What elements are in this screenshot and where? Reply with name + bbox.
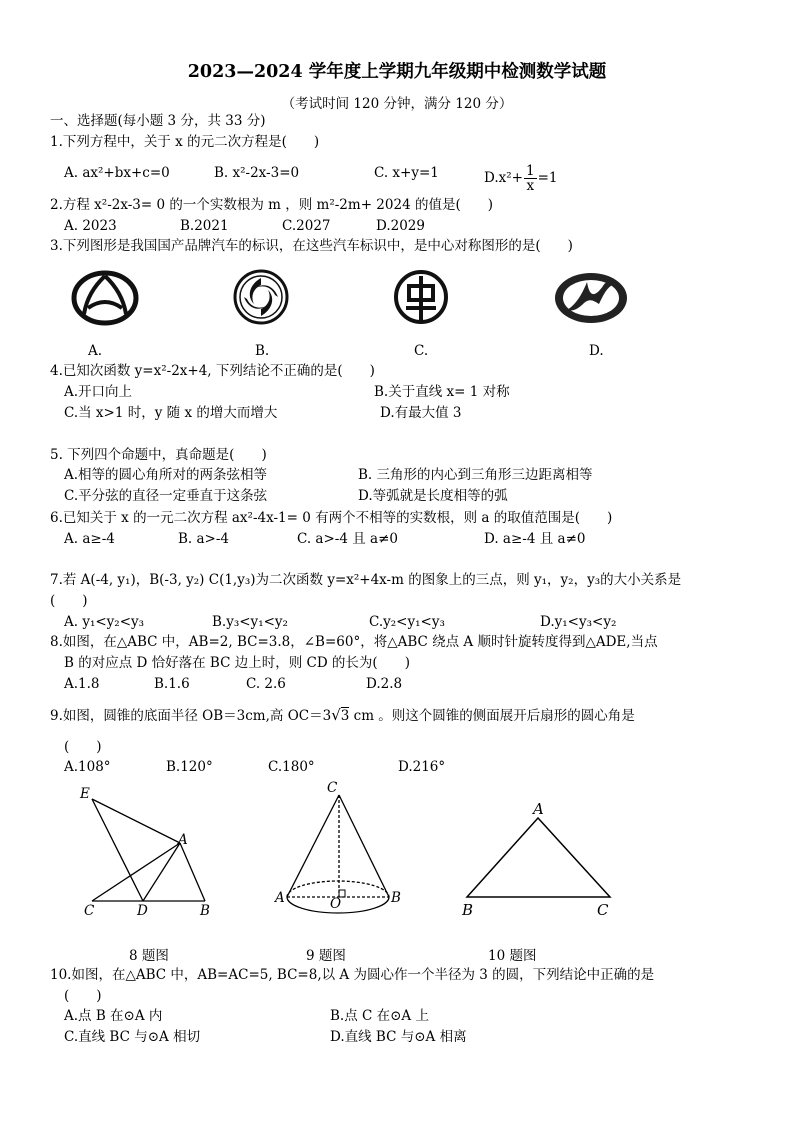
q3-option-b: B. [255,343,270,359]
q8-stem-line2: B 的对应点 D 恰好落在 BC 边上时，则 CD 的长为( ) [64,655,410,671]
sqrt-symbol: √ [331,706,341,724]
q2-option-d: D.2029 [376,218,425,234]
fig8-label-d: D [137,903,148,919]
fig8-label-b: B [200,903,210,919]
q1-d-prefix: D.x²+ [484,170,523,186]
q3-option-d: D. [589,343,604,359]
q6-stem: 6.已知关于 x 的一元二次方程 ax²-4x-1= 0 有两个不相等的实数根，则 a 的取值范围是( ) [50,510,613,526]
fig8-label-e: E [80,786,90,802]
fig8-label-a: A [178,832,188,848]
q9-stem-post: cm 。则这个圆锥的侧面展开后扇形的圆心角是 [349,708,635,724]
fig9-label-c: C [327,780,338,796]
fig8-label-c: C [84,903,95,919]
section-heading: 一、选择题(每小题 3 分，共 33 分) [50,113,266,129]
q10-option-c: C.直线 BC 与⊙A 相切 [64,1029,201,1045]
q8-stem-line1: 8.如图，在△ABC 中，AB=2, BC=3.8，∠B=60°，将△ABC 绕点 A 顺时针旋转度得到△ADE,当点 [50,634,658,650]
q1-stem: 1.下列方程中，关于 x 的元二次方程是( ) [50,134,320,150]
q1-option-b: B. x²-2x-3=0 [214,165,300,181]
q5-option-b: B. 三角形的内心到三角形三边距离相等 [358,467,593,483]
page-title: 2023—2024 学年度上学期九年级期中检测数学试题 [187,62,607,82]
q6-option-b: B. a>-4 [178,531,230,547]
figure-10-caption: 10 题图 [488,948,537,964]
fig10-label-a: A [533,800,544,818]
q4-option-c: C.当 x>1 时，y 随 x 的增大而增大 [64,405,278,421]
q3-option-a: A. [88,343,103,359]
q9-stem-pre: 9.如图，圆锥的底面半径 OB＝3cm,高 OC＝3 [50,708,332,724]
q9-option-a: A.108° [64,759,111,775]
q1-d-denominator: x [526,178,535,194]
q5-option-c: C.平分弦的直径一定垂直于这条弦 [64,488,268,504]
q5-option-d: D.等弧就是长度相等的弧 [358,488,508,504]
q1-d-suffix: =1 [537,170,558,186]
fig10-label-c: C [597,901,609,919]
q10-option-a: A.点 B 在⊙A 内 [64,1008,163,1024]
q2-option-b: B.2021 [180,218,229,234]
q8-option-b: B.1.6 [154,676,190,692]
q9-radicand: 3 [340,708,350,724]
q7-option-c: C.y₂<y₁<y₃ [369,614,445,630]
q5-option-a: A.相等的圆心角所对的两条弦相等 [64,467,268,483]
q1-d-numerator: 1 [525,163,535,179]
q8-option-d: D.2.8 [366,676,403,692]
q4-option-a: A.开口向上 [64,384,133,400]
q9-option-c: C.180° [268,759,315,775]
fig9-label-b: B [391,890,401,906]
triangle-abc [467,818,610,897]
q3-stem: 3.下列图形是我国国产品牌汽车的标识，在这些汽车标识中，是中心对称图形的是( ) [50,238,573,254]
exam-info: （考试时间 120 分钟，满分 120 分） [281,96,513,112]
figure-9-caption: 9 题图 [306,948,346,964]
q4-stem: 4.已知次函数 y=x²-2x+4, 下列结论不正确的是( ) [50,363,375,379]
q6-option-c: C. a>-4 且 a≠0 [297,531,398,547]
q7-stem: 7.若 A(-4, y₁)，B(-3, y₂) C(1,y₃)为二次函数 y=x²+4x-m 的图象上的三点，则 y₁，y₂，y₃的大小关系是 [50,572,682,588]
q2-option-a: A. 2023 [64,218,117,234]
q9-paren: ( ) [64,739,102,755]
q5-stem: 5. 下列四个命题中，真命题是( ) [50,447,267,463]
q7-option-d: D.y₁<y₃<y₂ [540,614,617,630]
q6-option-a: A. a≥-4 [64,531,115,547]
q2-stem: 2.方程 x²-2x-3= 0 的一个实数根为 m ，则 m²-2m+ 2024 的值是( ) [50,197,493,213]
q8-option-a: A.1.8 [64,676,100,692]
figure-8-caption: 8 题图 [129,948,169,964]
q10-stem: 10.如图，在△ABC 中，AB=AC=5, BC=8,以 A 为圆心作一个半径为 3 的圆，下列结论中正确的是 [50,967,655,983]
q7-option-a: A. y₁<y₂<y₃ [64,614,145,630]
q6-option-d: D. a≥-4 且 a≠0 [484,531,586,547]
q10-paren: ( ) [64,988,102,1004]
fig9-label-a: A [275,890,285,906]
q3-option-c: C. [414,343,429,359]
q10-option-b: B.点 C 在⊙A 上 [330,1008,429,1024]
q2-option-c: C.2027 [282,218,331,234]
q1-option-c: C. x+y=1 [374,165,439,181]
q9-option-b: B.120° [166,759,213,775]
q8-option-c: C. 2.6 [246,676,286,692]
fig10-label-b: B [462,901,474,919]
q1-option-a: A. ax²+bx+c=0 [64,165,170,181]
q7-option-b: B.y₃<y₁<y₂ [212,614,288,630]
fig9-label-o: O [330,896,342,912]
q4-option-b: B.关于直线 x= 1 对称 [374,384,510,400]
q9-option-d: D.216° [398,759,446,775]
q7-paren: ( ) [50,593,88,609]
q4-option-d: D.有最大值 3 [380,405,462,421]
q10-option-d: D.直线 BC 与⊙A 相离 [330,1029,467,1045]
